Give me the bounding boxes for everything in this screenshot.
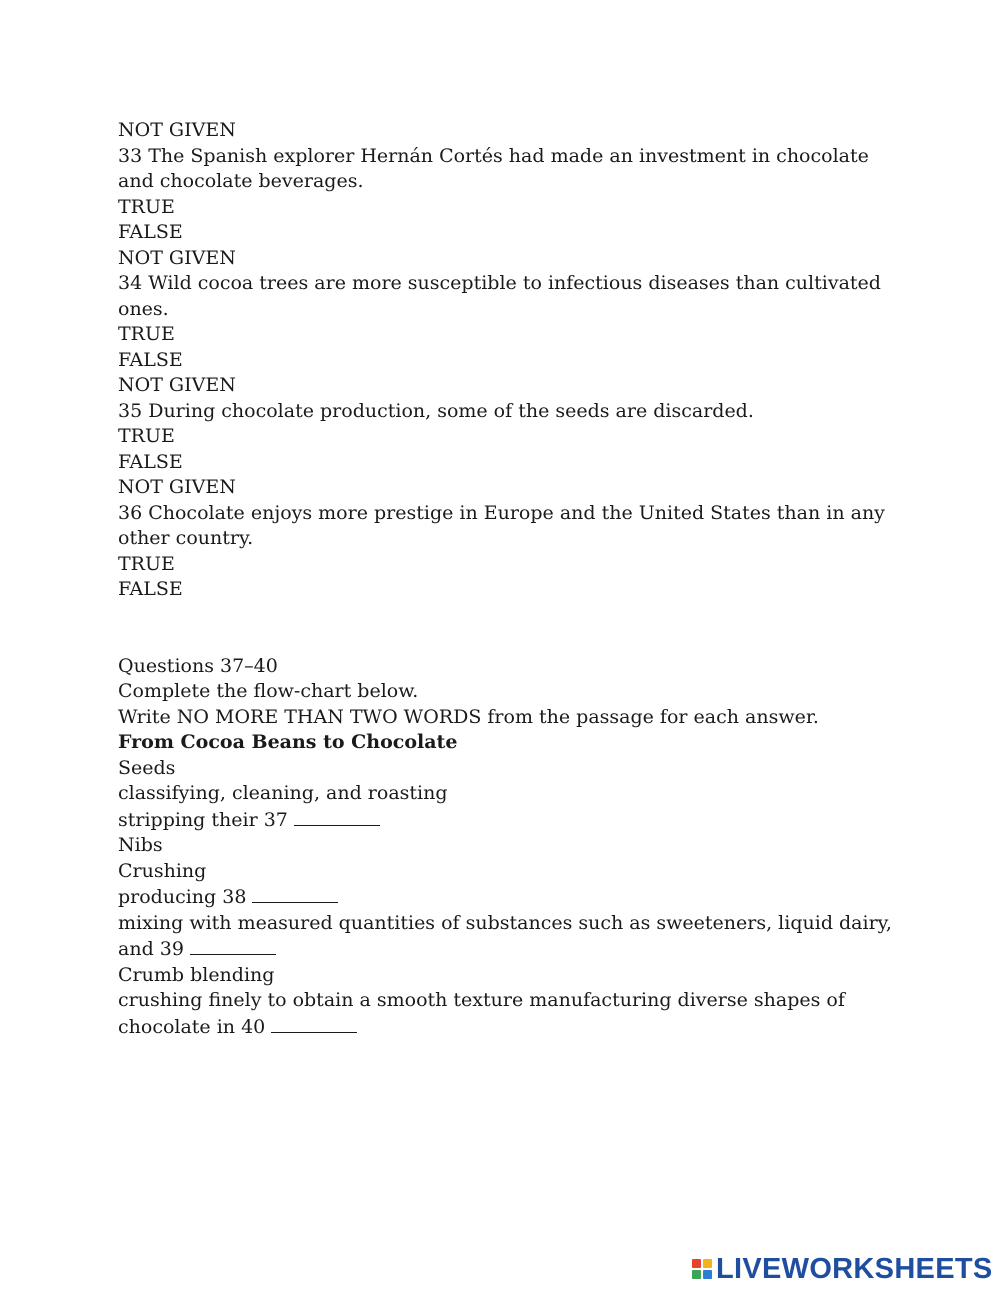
- question-33: 33 The Spanish explorer Hernán Cortés had made an investment in chocolate and chocolate beverages.: [118, 144, 869, 192]
- option-not-given: NOT GIVEN: [118, 119, 236, 141]
- flow-step-seeds: Seeds: [118, 756, 176, 779]
- flow-step-nibs: Nibs: [118, 834, 163, 856]
- answer-blank-40[interactable]: [271, 1014, 357, 1033]
- option-not-given: NOT GIVEN: [118, 246, 236, 269]
- flow-step-producing: [118, 884, 898, 911]
- liveworksheets-logo: [692, 1254, 993, 1284]
- instruction-word-limit: Write NO MORE THAN TWO WORDS from the passage for each answer.: [118, 705, 819, 728]
- flow-step-stripping: [118, 807, 898, 834]
- true-false-questions: [118, 118, 898, 603]
- flow-step-final: [118, 988, 898, 1040]
- instruction-complete: Complete the flow-chart below.: [118, 680, 419, 702]
- option-false: FALSE: [118, 221, 183, 243]
- option-false: FALSE: [118, 450, 183, 473]
- logo-square-green: [692, 1270, 701, 1279]
- answer-blank-39[interactable]: [190, 936, 276, 955]
- option-not-given: NOT GIVEN: [118, 374, 236, 396]
- logo-mark-icon: [692, 1259, 712, 1279]
- flow-step-final-text: crushing finely to obtain a smooth texture manufacturing diverse shapes of chocolate in 40: [118, 989, 845, 1038]
- question-35: 35 During chocolate production, some of the seeds are discarded.: [118, 399, 754, 422]
- option-not-given: NOT GIVEN: [118, 476, 236, 498]
- flow-step-crushing: Crushing: [118, 859, 207, 882]
- option-true: TRUE: [118, 425, 175, 447]
- flow-chart-section: [118, 654, 898, 1041]
- section-spacer: [118, 603, 898, 654]
- logo-square-red: [692, 1259, 701, 1268]
- question-34: 34 Wild cocoa trees are more susceptible to infectious diseases than cultivated ones.: [118, 272, 881, 320]
- flow-step-mixing: [118, 911, 898, 963]
- question-36: 36 Chocolate enjoys more prestige in Europe and the United States than in any other country.: [118, 501, 885, 549]
- logo-square-yellow: [703, 1259, 712, 1268]
- flow-step-crumb-blending: Crumb blending: [118, 963, 275, 986]
- option-true: TRUE: [118, 323, 175, 345]
- answer-blank-37[interactable]: [294, 807, 380, 826]
- flow-step-producing-text: producing 38: [118, 886, 247, 908]
- flow-chart-title: From Cocoa Beans to Chocolate: [118, 731, 458, 753]
- option-false: FALSE: [118, 348, 183, 371]
- logo-square-blue: [703, 1270, 712, 1279]
- option-true: TRUE: [118, 195, 175, 218]
- flow-step-stripping-text: stripping their 37: [118, 808, 288, 831]
- option-false: FALSE: [118, 578, 183, 600]
- answer-blank-38[interactable]: [252, 884, 338, 903]
- section-heading: Questions 37–40: [118, 654, 278, 677]
- logo-text: LIVEWORKSHEETS: [716, 1252, 993, 1285]
- flow-step-mixing-text: mixing with measured quantities of substances such as sweeteners, liquid dairy, and 39: [118, 911, 892, 960]
- option-true: TRUE: [118, 552, 175, 575]
- worksheet-page: [118, 118, 898, 1040]
- flow-step-classifying: classifying, cleaning, and roasting: [118, 782, 448, 804]
